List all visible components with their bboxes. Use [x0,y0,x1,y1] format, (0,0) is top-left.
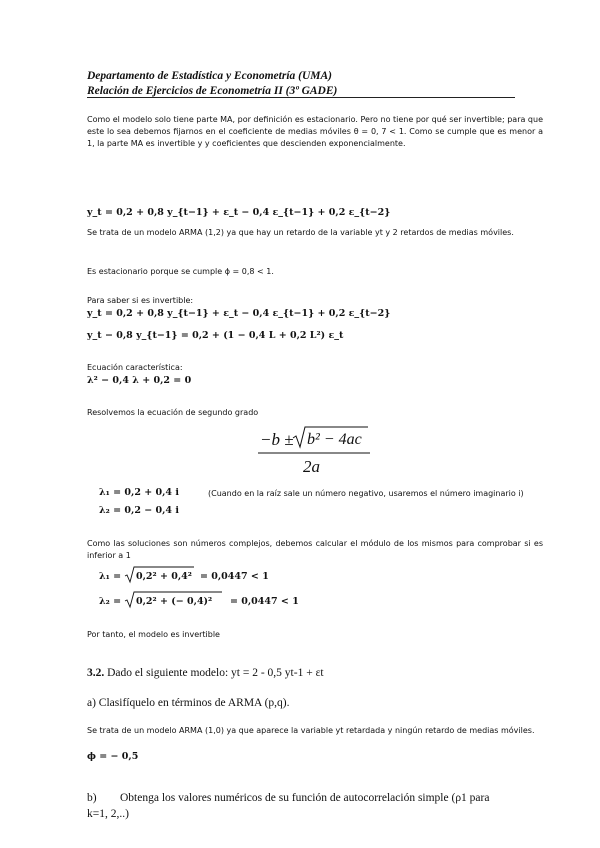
formula-numerator-lead: −b ± [260,430,294,449]
part-b-text-line1: Obtenga los valores numéricos de su función de autocorrelación simple (ρ1 para [120,792,490,804]
part-a-phi: ϕ = − 0,5 [87,751,139,762]
formula-denominator: 2a [303,457,320,476]
arma12-description: Se trata de un modelo ARMA (1,2) ya que hay un retardo de la variable yt y 2 retardos de medias móviles. [87,228,514,237]
model-equation: y_t = 0,2 + 0,8 y_{t−1} + ε_t − 0,4 ε_{t−1} + 0,2 ε_{t−2} [87,207,391,218]
exercise-number: 3.2. [87,667,105,679]
invertible-eq-2: y_t − 0,8 y_{t−1} = 0,2 + (1 − 0,4 L + 0,2 L²) ε_t [87,330,344,341]
part-a-question: a) Clasifíquelo en términos de ARMA (p,q). [87,697,290,709]
formula-radicand: b² − 4ac [307,431,362,448]
intro-paragraph: Como el modelo solo tiene parte MA, por definición es estacionario. Pero no tiene por qué ser invertible; para que este lo sea debemos fijarnos en el coeficiente de medias móviles θ = 0, 7 < 1. Como se cumple que es menor a 1, la parte MA es invertible y y coeficientes que descienden exponencialmente. [87,115,544,148]
modulus-1-radicand: 0,2² + 0,4² [136,571,192,582]
char-eq: λ² − 0,4 λ + 0,2 = 0 [87,375,192,386]
modulus-2-result: = 0,0447 < 1 [230,596,299,607]
quadratic-formula [256,425,372,477]
modulus-1-label: λ₁ = [99,571,122,582]
invertible-intro: Para saber si es invertible: [87,296,194,305]
complex-text: Como las soluciones son números complejos, debemos calcular el módulo de los mismos para comprobar si es inferior a 1 [87,539,543,560]
modulus-2-label: λ₂ = [99,596,122,607]
part-a-answer: Se trata de un modelo ARMA (1,0) ya que aparece la variable yt retardada y ningún retardo de medias móviles. [87,726,535,735]
part-b-text-line2: k=1, 2,..) [87,808,129,820]
conclusion: Por tanto, el modelo es invertible [87,630,220,639]
char-eq-label: Ecuación característica: [87,363,183,372]
header-department: Departamento de Estadística y Econometría (UMA) [87,70,333,82]
stationary-text: Es estacionario porque se cumple ϕ = 0,8 < 1. [87,267,274,276]
header-course: Relación de Ejercicios de Econometría II (3º GADE) [87,85,338,97]
modulus-1-result: = 0,0447 < 1 [200,571,269,582]
part-b-label: b) [87,792,97,804]
invertible-eq-1: y_t = 0,2 + 0,8 y_{t−1} + ε_t − 0,4 ε_{t−1} + 0,2 ε_{t−2} [87,308,391,319]
exercise-statement: Dado el siguiente modelo: yt = 2 - 0,5 yt-1 + εt [107,667,324,679]
lambda-1: λ₁ = 0,2 + 0,4 i [99,487,179,498]
lambda-2: λ₂ = 0,2 − 0,4 i [99,505,179,516]
quadratic-label: Resolvemos la ecuación de segundo grado [87,408,259,417]
modulus-2-radicand: 0,2² + (− 0,4)² [136,596,213,607]
lambda-1-note: (Cuando en la raíz sale un número negativo, usaremos el número imaginario i) [208,489,524,498]
header-rule [87,97,515,98]
exercise-3-2-heading [87,667,324,679]
